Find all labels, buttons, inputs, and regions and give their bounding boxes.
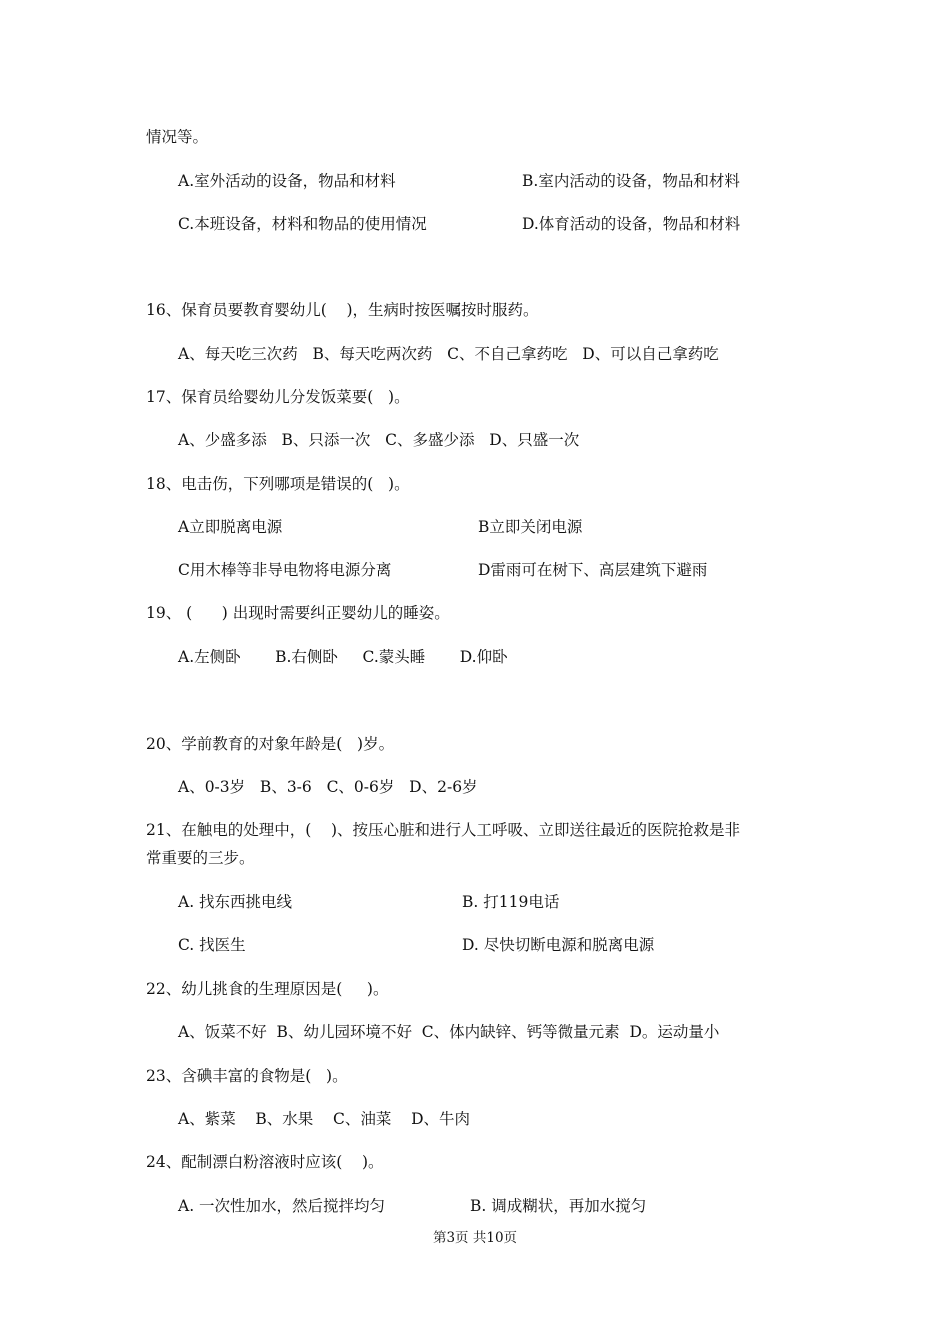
question-21-line-2: 常重要的三步。 [146,849,255,867]
q18-option-b: B立即关闭电源 [478,518,583,536]
q21-option-d: D. 尽快切断电源和脱离电源 [462,936,655,954]
question-20: 20、学前教育的对象年龄是( )岁。 [146,735,395,753]
q18-option-d: D雷雨可在树下、高层建筑下避雨 [478,561,708,579]
q21-option-a: A. 找东西挑电线 [178,893,293,911]
q23-options: A、紫菜 B、水果 C、油菜 D、牛肉 [178,1110,470,1128]
q21-option-b: B. 打119电话 [462,893,560,911]
question-16: 16、保育员要教育婴幼儿( )，生病时按医嘱按时服药。 [146,301,539,319]
page-number-footer: 第3页 共10页 [432,1230,518,1246]
q20-options: A、0-3岁 B、3-6 C、0-6岁 D、2-6岁 [178,778,478,796]
question-18: 18、电击伤，下列哪项是错误的( )。 [146,475,410,493]
q22-options: A、饭菜不好 B、幼儿园环境不好 C、体内缺锌、钙等微量元素 D。运动量小 [178,1023,720,1041]
q15-option-a: A.室外活动的设备，物品和材料 [178,172,396,190]
q17-options: A、少盛多添 B、只添一次 C、多盛少添 D、只盛一次 [178,431,580,449]
q18-option-c: C用木棒等非导电物将电源分离 [178,561,392,579]
q19-options: A.左侧卧 B.右侧卧 C.蒙头睡 D.仰卧 [178,648,508,666]
question-23: 23、含碘丰富的食物是( )。 [146,1067,348,1085]
q21-option-c: C. 找医生 [178,936,246,954]
q15-option-d: D.体育活动的设备，物品和材料 [522,215,741,233]
q18-option-a: A立即脱离电源 [178,518,283,536]
continuation-text: 情况等。 [146,128,209,146]
question-17: 17、保育员给婴幼儿分发饭菜要( )。 [146,388,410,406]
q15-option-c: C.本班设备，材料和物品的使用情况 [178,215,427,233]
question-24: 24、配制漂白粉溶液时应该( )。 [146,1153,384,1171]
question-21-line-1: 21、在触电的处理中，( )、按压心脏和进行人工呼吸、立即送往最近的医院抢救是非 [146,821,741,839]
q24-option-b: B. 调成糊状，再加水搅匀 [470,1197,647,1215]
q16-options: A、每天吃三次药 B、每天吃两次药 C、不自己拿药吃 D、可以自己拿药吃 [178,345,719,363]
question-19: 19、 ( ) 出现时需要纠正婴幼儿的睡姿。 [146,604,450,622]
question-22: 22、幼儿挑食的生理原因是( )。 [146,980,389,998]
q15-option-b: B.室内活动的设备，物品和材料 [522,172,740,190]
q24-option-a: A. 一次性加水，然后搅拌均匀 [178,1197,386,1215]
